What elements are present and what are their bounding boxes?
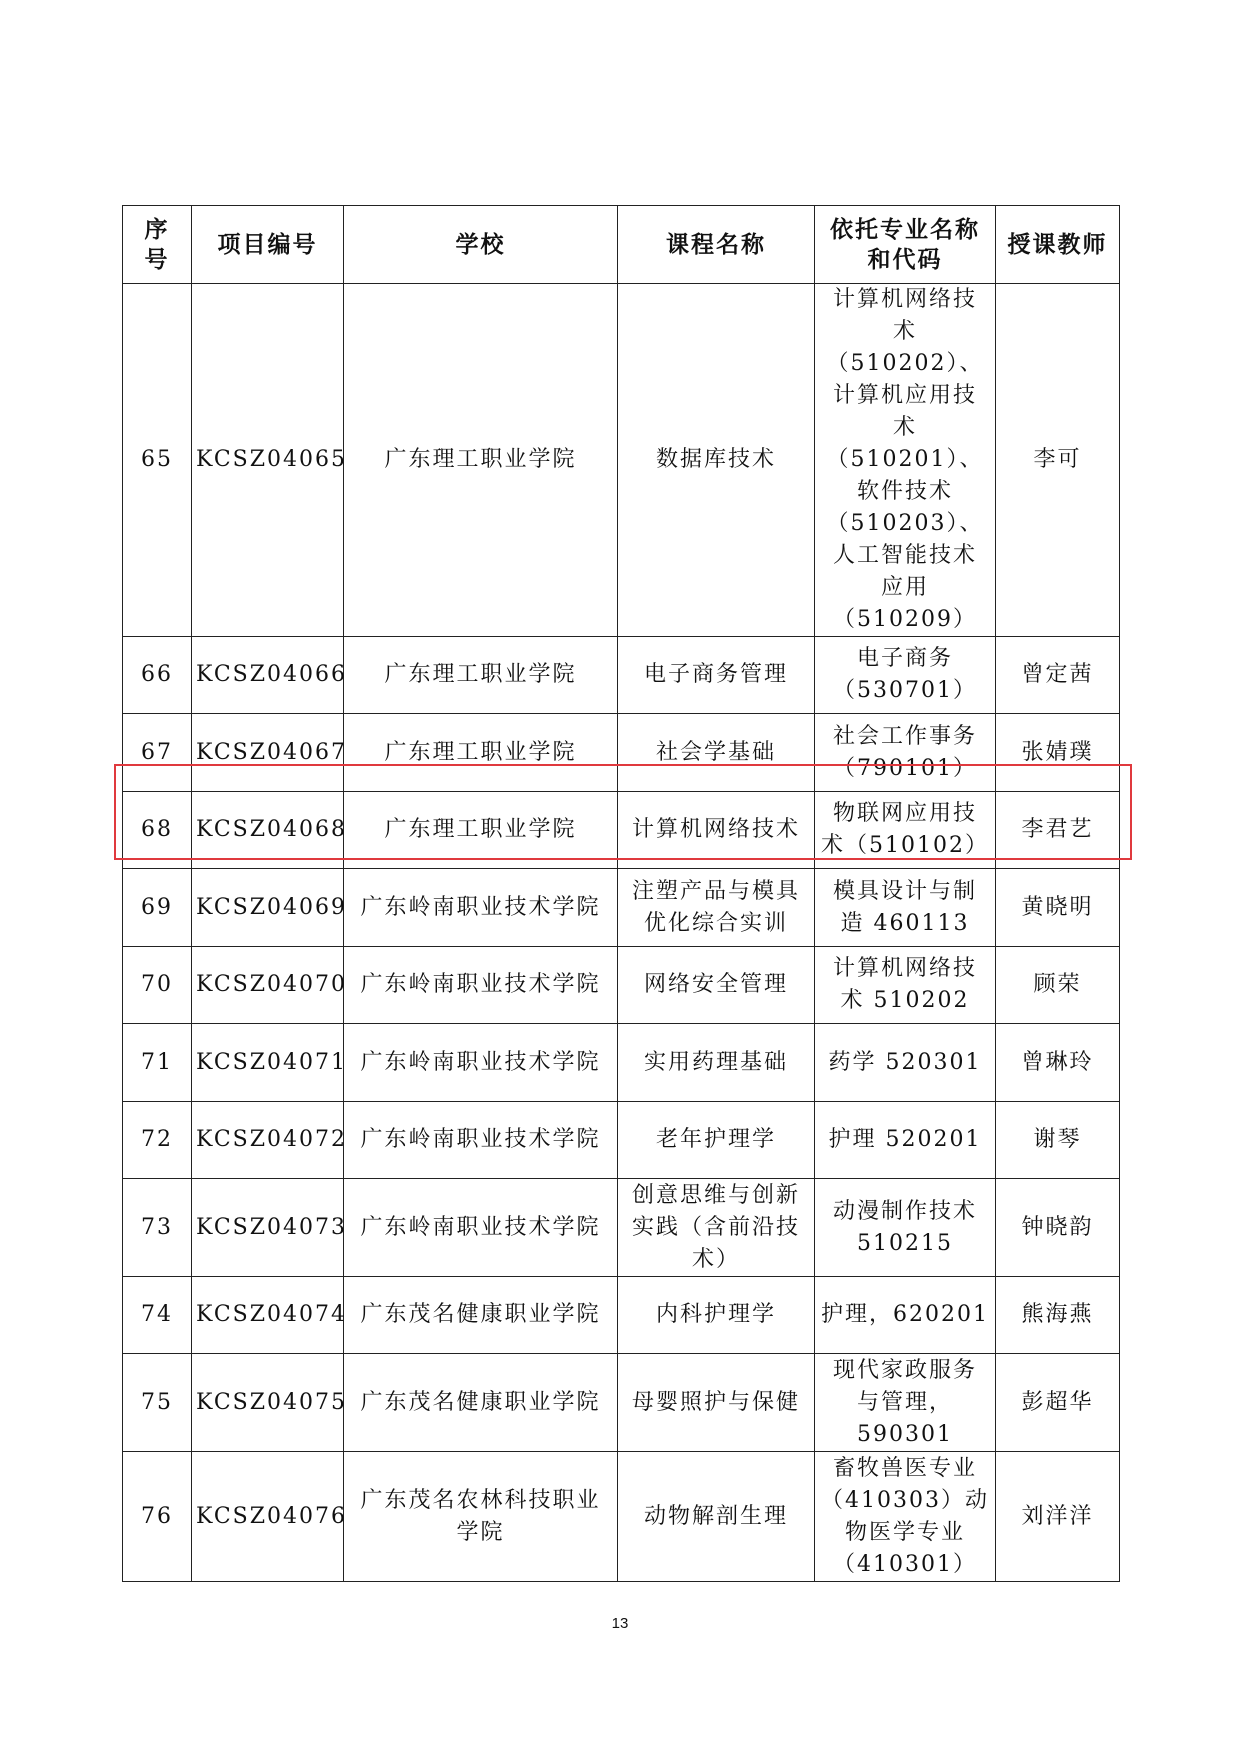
course-name-cell: 电子商务管理 (618, 637, 815, 714)
table-row (123, 637, 1120, 714)
index-cell: 66 (123, 637, 192, 714)
school-cell: 广东岭南职业技术学院 (344, 1102, 618, 1179)
school-cell: 广东理工职业学院 (344, 714, 618, 792)
index-cell: 70 (123, 947, 192, 1024)
index-cell: 73 (123, 1179, 192, 1277)
major-code-cell: 物联网应用技 术（510102） (815, 792, 996, 869)
index-cell: 67 (123, 714, 192, 792)
header-project-code: 项目编号 (192, 206, 344, 284)
teacher-cell: 熊海燕 (996, 1277, 1120, 1354)
header-row (123, 206, 1120, 284)
page-number: 13 (611, 1615, 629, 1632)
school-cell: 广东岭南职业技术学院 (344, 1179, 618, 1277)
major-code-cell: 护理 520201 (815, 1102, 996, 1179)
major-code-cell: 畜牧兽医专业 （410303）动 物医学专业 （410301） (815, 1452, 996, 1582)
major-code-cell: 护理，620201 (815, 1277, 996, 1354)
project-code-cell: KCSZ04067 (192, 714, 344, 792)
course-name-cell: 社会学基础 (618, 714, 815, 792)
index-cell: 65 (123, 284, 192, 637)
school-cell: 广东理工职业学院 (344, 284, 618, 637)
project-code-cell: KCSZ04069 (192, 869, 344, 947)
teacher-cell: 彭超华 (996, 1354, 1120, 1452)
index-cell: 68 (123, 792, 192, 869)
major-code-cell: 计算机网络技 术（510202）、 计算机应用技 术（510201）、 软件技术 （510203）、 人工智能技术 应用（510209） (815, 284, 996, 637)
index-cell: 76 (123, 1452, 192, 1582)
project-code-cell: KCSZ04065 (192, 284, 344, 637)
school-cell: 广东理工职业学院 (344, 637, 618, 714)
course-name-cell: 母婴照护与保健 (618, 1354, 815, 1452)
teacher-cell: 曾琳玲 (996, 1024, 1120, 1102)
school-cell: 广东岭南职业技术学院 (344, 1024, 618, 1102)
course-name-cell: 动物解剖生理 (618, 1452, 815, 1582)
major-code-cell: 现代家政服务 与管理， 590301 (815, 1354, 996, 1452)
teacher-cell: 黄晓明 (996, 869, 1120, 947)
index-cell: 75 (123, 1354, 192, 1452)
table-row (123, 947, 1120, 1024)
table-row (123, 869, 1120, 947)
course-name-cell: 实用药理基础 (618, 1024, 815, 1102)
school-cell: 广东茂名健康职业学院 (344, 1354, 618, 1452)
school-cell: 广东理工职业学院 (344, 792, 618, 869)
teacher-cell: 刘洋洋 (996, 1452, 1120, 1582)
header-course-name: 课程名称 (618, 206, 815, 284)
course-name-cell: 注塑产品与模具 优化综合实训 (618, 869, 815, 947)
table-row (123, 284, 1120, 637)
table-row (123, 1354, 1120, 1452)
project-code-cell: KCSZ04066 (192, 637, 344, 714)
index-cell: 72 (123, 1102, 192, 1179)
project-code-cell: KCSZ04076 (192, 1452, 344, 1582)
index-cell: 69 (123, 869, 192, 947)
course-name-cell: 内科护理学 (618, 1277, 815, 1354)
project-code-cell: KCSZ04075 (192, 1354, 344, 1452)
header-major-and-code: 依托专业名称 和代码 (815, 206, 996, 284)
teacher-cell: 李可 (996, 284, 1120, 637)
major-code-cell: 计算机网络技 术 510202 (815, 947, 996, 1024)
table-row (123, 1024, 1120, 1102)
major-code-cell: 模具设计与制 造 460113 (815, 869, 996, 947)
school-cell: 广东茂名农林科技职业 学院 (344, 1452, 618, 1582)
course-name-cell: 计算机网络技术 (618, 792, 815, 869)
project-code-cell: KCSZ04068 (192, 792, 344, 869)
teacher-cell: 钟晓韵 (996, 1179, 1120, 1277)
index-cell: 74 (123, 1277, 192, 1354)
teacher-cell: 顾荣 (996, 947, 1120, 1024)
header-teacher: 授课教师 (996, 206, 1120, 284)
teacher-cell: 张婧璞 (996, 714, 1120, 792)
major-code-cell: 动漫制作技术 510215 (815, 1179, 996, 1277)
course-name-cell: 创意思维与创新 实践（含前沿技 术） (618, 1179, 815, 1277)
major-code-cell: 社会工作事务 （790101） (815, 714, 996, 792)
header-index: 序 号 (123, 206, 192, 284)
school-cell: 广东茂名健康职业学院 (344, 1277, 618, 1354)
major-code-cell: 电子商务 （530701） (815, 637, 996, 714)
school-cell: 广东岭南职业技术学院 (344, 869, 618, 947)
project-code-cell: KCSZ04071 (192, 1024, 344, 1102)
header-school: 学校 (344, 206, 618, 284)
project-code-cell: KCSZ04072 (192, 1102, 344, 1179)
major-code-cell: 药学 520301 (815, 1024, 996, 1102)
teacher-cell: 谢琴 (996, 1102, 1120, 1179)
school-cell: 广东岭南职业技术学院 (344, 947, 618, 1024)
table-row (123, 1179, 1120, 1277)
course-table (122, 205, 1120, 1582)
course-name-cell: 数据库技术 (618, 284, 815, 637)
course-name-cell: 网络安全管理 (618, 947, 815, 1024)
table-row (123, 1277, 1120, 1354)
project-code-cell: KCSZ04070 (192, 947, 344, 1024)
highlight-box (114, 764, 1132, 860)
project-code-cell: KCSZ04074 (192, 1277, 344, 1354)
project-code-cell: KCSZ04073 (192, 1179, 344, 1277)
teacher-cell: 曾定茜 (996, 637, 1120, 714)
table-row (123, 1452, 1120, 1582)
course-name-cell: 老年护理学 (618, 1102, 815, 1179)
index-cell: 71 (123, 1024, 192, 1102)
teacher-cell: 李君艺 (996, 792, 1120, 869)
table-row (123, 1102, 1120, 1179)
